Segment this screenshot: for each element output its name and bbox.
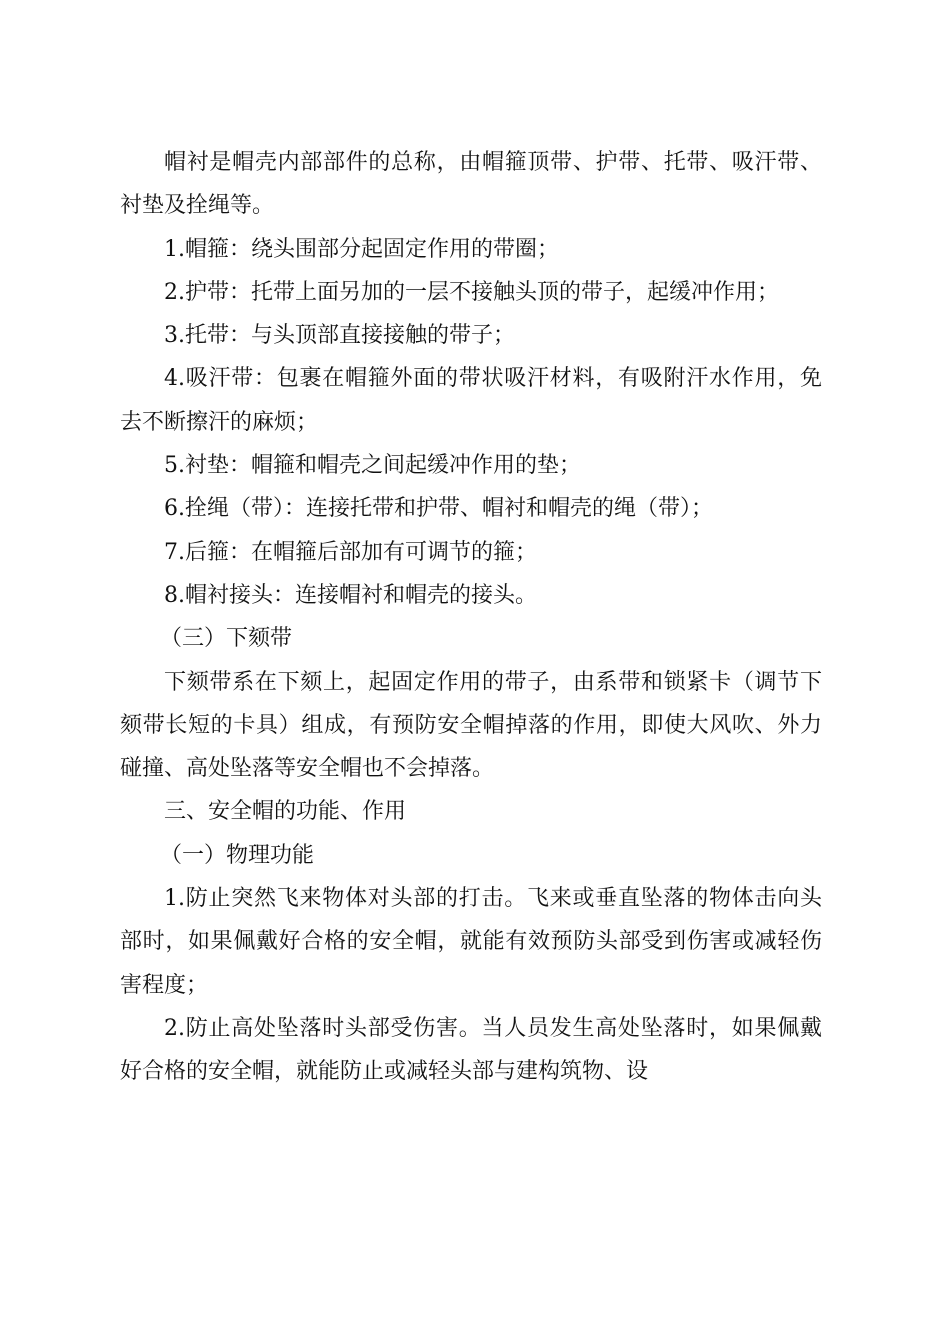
list-item-protective-band: 2.护带：托带上面另加的一层不接触头顶的带子，起缓冲作用； bbox=[164, 279, 779, 305]
list-item-fall-protection: 2.防止高处坠落时头部受伤害。当人员发生高处坠落时，如果佩戴好合格的安全帽，就能防止或减轻头部与建构筑物、设 bbox=[120, 1015, 822, 1085]
list-item-cushion: 5.衬垫：帽箍和帽壳之间起缓冲作用的垫； bbox=[164, 453, 581, 479]
list-item-headband: 1.帽箍：绕头围部分起固定作用的带圈； bbox=[164, 236, 559, 262]
paragraph-chin-strap: 下颏带系在下颏上，起固定作用的带子，由系带和锁紧卡（调节下颏带长短的卡具）组成，有预防安全帽掉落的作用，即使大风吹、外力碰撞、高处坠落等安全帽也不会掉落。 bbox=[120, 669, 822, 782]
list-item-support-band: 3.托带：与头顶部直接接触的带子； bbox=[164, 323, 515, 349]
list-item-lining-connector: 8.帽衬接头：连接帽衬和帽壳的接头。 bbox=[164, 582, 537, 608]
subheading-physical-function: （一）物理功能 bbox=[160, 842, 315, 868]
section-heading-functions: 三、安全帽的功能、作用 bbox=[164, 799, 407, 825]
paragraph-helmet-lining-intro: 帽衬是帽壳内部部件的总称，由帽箍顶带、护带、托带、吸汗带、衬垫及拴绳等。 bbox=[120, 150, 822, 219]
list-item-tie-rope: 6.拴绳（带）：连接托带和护带、帽衬和帽壳的绳（带）； bbox=[164, 496, 713, 522]
list-item-sweatband: 4.吸汗带：包裹在帽箍外面的带状吸汗材料，有吸附汗水作用，免去不断擦汗的麻烦； bbox=[120, 366, 822, 435]
list-item-rear-band: 7.后箍：在帽箍后部加有可调节的箍； bbox=[164, 539, 537, 565]
subheading-chin-strap: （三）下颏带 bbox=[160, 626, 293, 652]
document-page bbox=[120, 141, 822, 1094]
list-item-impact-protection: 1.防止突然飞来物体对头部的打击。飞来或垂直坠落的物体击向头部时，如果佩戴好合格的安全帽，就能有效预防头部受到伤害或减轻伤害程度； bbox=[120, 886, 822, 998]
